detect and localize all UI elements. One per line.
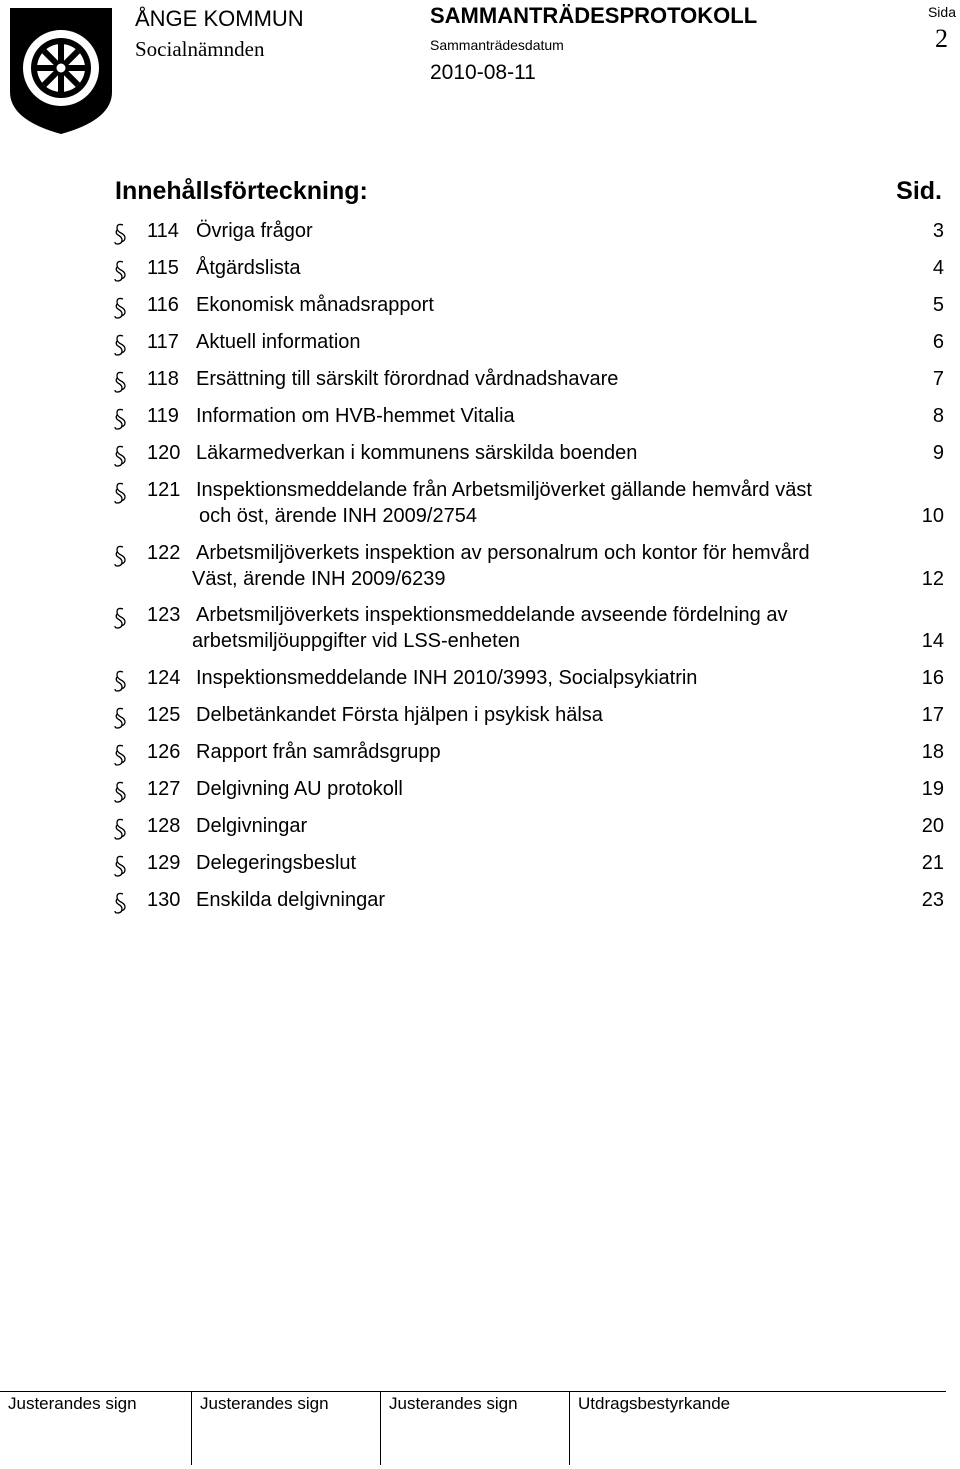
- section-mark-icon: [113, 854, 127, 880]
- toc-entry-page: 5: [932, 294, 944, 316]
- toc-entry-title-line: Delgivningar: [196, 814, 308, 837]
- toc-entry-page: 7: [932, 368, 944, 390]
- page-number: 2: [935, 24, 948, 53]
- department-name: Socialnämnden: [135, 37, 265, 61]
- section-mark-icon: [113, 817, 127, 843]
- toc-title: Innehållsförteckning:: [115, 177, 368, 205]
- toc-entry-page: 21: [921, 851, 944, 874]
- toc-entry-page: 18: [921, 740, 944, 763]
- toc-entry-number: 127: [147, 777, 181, 800]
- section-mark-icon: [113, 370, 127, 396]
- section-mark-icon: [113, 606, 127, 632]
- toc-entry-number: 129: [147, 851, 181, 874]
- section-mark-icon: [113, 544, 127, 570]
- toc-entry-title-line: och öst, ärende INH 2009/2754: [199, 505, 477, 527]
- toc-entry-title-line: Delbetänkandet Första hjälpen i psykisk hälsa: [196, 703, 603, 726]
- toc-entry-number: 130: [147, 888, 181, 911]
- section-mark-icon: [113, 259, 127, 285]
- toc-entry-number: 120: [147, 442, 181, 464]
- section-mark-icon: [113, 743, 127, 769]
- section-mark-icon: [113, 296, 127, 322]
- toc-entry-page: 10: [921, 505, 944, 527]
- toc-entry-page: 20: [921, 814, 944, 837]
- toc-entry-title-line: Ersättning till särskilt förordnad vårdnadshavare: [196, 368, 619, 390]
- page-label: Sida: [927, 4, 956, 20]
- toc-entry-number: 118: [147, 368, 179, 390]
- section-mark-icon: [113, 222, 127, 248]
- toc-entry-number: 116: [147, 294, 179, 316]
- toc-entry-title-line: Enskilda delgivningar: [196, 888, 386, 911]
- section-mark-icon: [113, 407, 127, 433]
- section-mark-icon: [113, 481, 127, 507]
- toc-entry-title-line: Rapport från samrådsgrupp: [196, 740, 441, 763]
- toc-entry-page: 14: [921, 630, 944, 652]
- organization-name: ÅNGE KOMMUN: [135, 6, 304, 31]
- toc-entry-title-line: Information om HVB-hemmet Vitalia: [196, 405, 515, 427]
- section-mark-icon: [113, 669, 127, 695]
- footer-signature-cell-1: Justerandes sign: [0, 1391, 192, 1465]
- toc-entry-title-line: Läkarmedverkan i kommunens särskilda boenden: [196, 442, 638, 464]
- toc-entry-title-line: Väst, ärende INH 2009/6239: [192, 567, 446, 590]
- footer-signature-cell-3: Justerandes sign: [381, 1391, 570, 1465]
- toc-entry-page: 6: [932, 331, 944, 353]
- toc-entry-number: 125: [147, 703, 181, 726]
- toc-entry-number: 119: [147, 405, 179, 427]
- toc-entry-number: 121: [147, 479, 181, 501]
- toc-entry-number: 123: [147, 604, 181, 626]
- section-mark-icon: [113, 891, 127, 917]
- toc-entry-title-line: Inspektionsmeddelande från Arbetsmiljöverket gällande hemvård väst: [196, 479, 812, 501]
- toc-entry-title-line: Åtgärdslista: [196, 257, 301, 279]
- toc-entry-title-line: Övriga frågor: [196, 220, 313, 242]
- toc-entry-title-line: Inspektionsmeddelande INH 2010/3993, Socialpsykiatrin: [196, 666, 698, 689]
- meeting-date-value: 2010-08-11: [430, 61, 536, 84]
- section-mark-icon: [113, 706, 127, 732]
- toc-entry-page: 17: [921, 703, 944, 726]
- toc-entry-title-line: Aktuell information: [196, 331, 361, 353]
- footer-signature-cell-2: Justerandes sign: [192, 1391, 381, 1465]
- toc-entry-page: 23: [921, 888, 944, 911]
- toc-entry-number: 122: [147, 541, 181, 564]
- toc-entry-title-line: Delegeringsbeslut: [196, 851, 357, 874]
- toc-entry-number: 124: [147, 666, 181, 689]
- toc-page-column-header: Sid.: [896, 177, 942, 205]
- section-mark-icon: [113, 333, 127, 359]
- toc-entry-number: 126: [147, 740, 181, 763]
- toc-entry-number: 114: [147, 220, 179, 242]
- section-mark-icon: [113, 444, 127, 470]
- footer-certification-cell: Utdragsbestyrkande: [578, 1394, 731, 1413]
- toc-entry-page: 9: [932, 442, 944, 464]
- toc-entry-page: 16: [921, 666, 944, 689]
- document-title: SAMMANTRÄDESPROTOKOLL: [430, 3, 758, 28]
- toc-entry-number: 128: [147, 814, 181, 837]
- toc-entry-title-line: arbetsmiljöuppgifter vid LSS-enheten: [192, 630, 520, 652]
- toc-entry-page: 3: [932, 220, 944, 242]
- toc-entry-number: 117: [147, 331, 179, 353]
- toc-entry-page: 12: [921, 567, 944, 590]
- section-mark-icon: [113, 780, 127, 806]
- toc-entry-title-line: Arbetsmiljöverkets inspektion av personalrum och kontor för hemvård: [196, 541, 810, 564]
- toc-entry-title-line: Delgivning AU protokoll: [196, 777, 403, 800]
- toc-entry-page: 19: [921, 777, 944, 800]
- meeting-date-label: Sammanträdesdatum: [430, 37, 564, 53]
- toc-entry-number: 115: [147, 257, 179, 279]
- toc-entry-title-line: Ekonomisk månadsrapport: [196, 294, 434, 316]
- toc-entry-title-line: Arbetsmiljöverkets inspektionsmeddelande avseende fördelning av: [196, 604, 788, 626]
- toc-entry-page: 8: [932, 405, 944, 427]
- toc-entry-page: 4: [932, 257, 944, 279]
